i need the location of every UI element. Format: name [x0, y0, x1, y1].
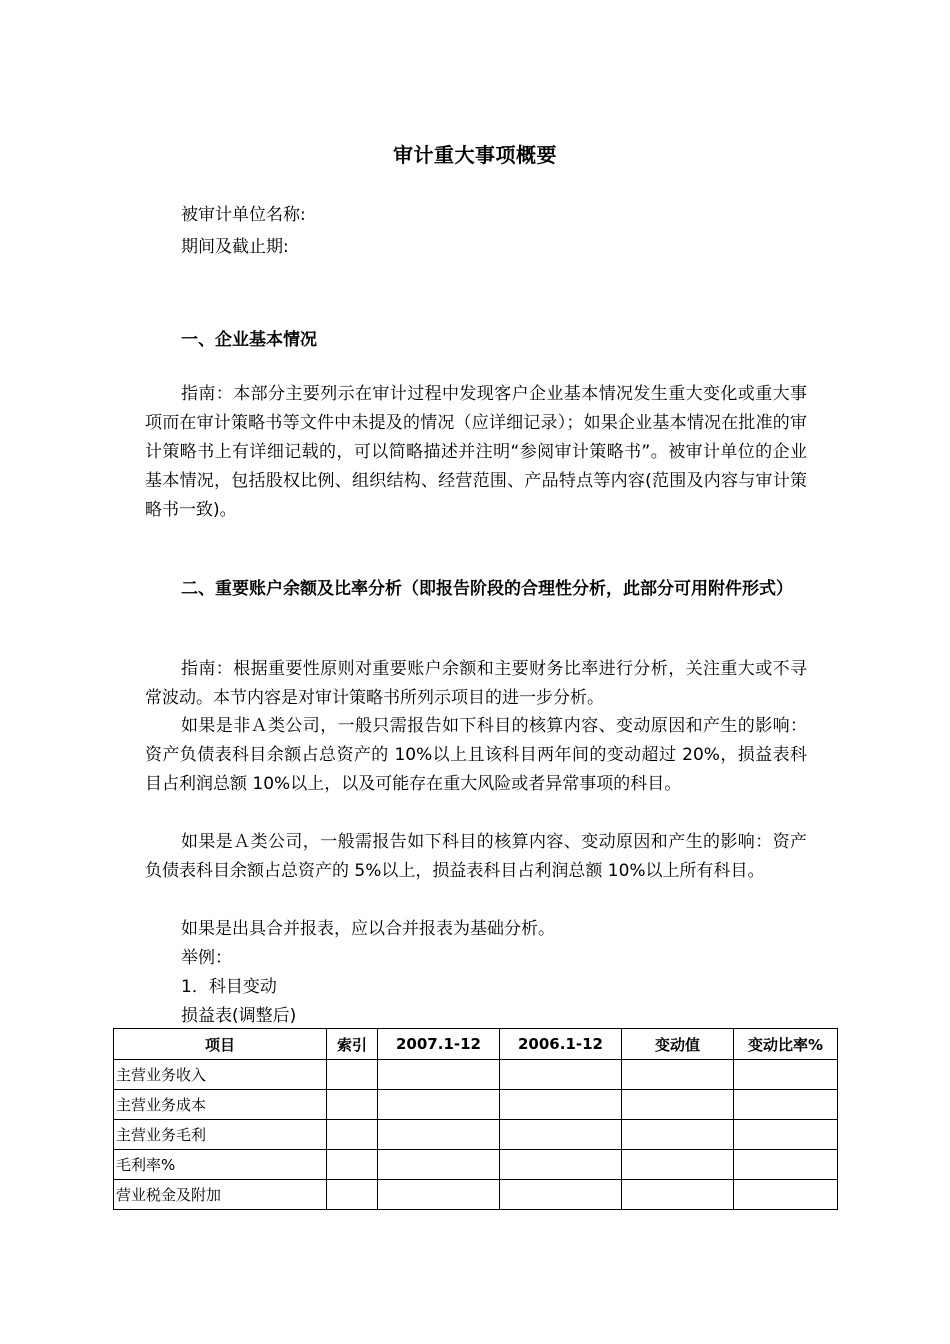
table-row: [114, 1060, 838, 1090]
table-cell: [622, 1090, 734, 1120]
table-cell: [500, 1150, 622, 1180]
row-label: 主营业务成本: [114, 1090, 327, 1120]
column-header-item: 项目: [114, 1029, 327, 1060]
table-header-row: [114, 1029, 838, 1060]
consolidated-paragraph: 如果是出具合并报表，应以合并报表为基础分析。: [181, 919, 555, 939]
table-caption: 损益表(调整后): [181, 1006, 297, 1026]
table-cell: [734, 1150, 838, 1180]
table-cell: [500, 1090, 622, 1120]
auditee-name-label: 被审计单位名称:: [181, 205, 306, 225]
a-company-paragraph: 如果是Ａ类公司，一般需报告如下科目的核算内容、变动原因和产生的影响：资产负债表科目余额占总资产的 5%以上，损益表科目占利润总额 10%以上所有科目。: [145, 832, 807, 881]
section2-heading: 二、重要账户余额及比率分析（即报告阶段的合理性分析，此部分可用附件形式）: [181, 579, 793, 599]
column-header-change-rate: 变动比率%: [734, 1029, 838, 1060]
non-a-company-paragraph: 如果是非Ａ类公司，一般只需报告如下科目的核算内容、变动原因和产生的影响：资产负债表科目余额占总资产的 10%以上且该科目两年间的变动超过 20%，损益表科目占利润总额 10%以上，以及可能存在重大风险或者异常事项的科目。: [145, 716, 807, 794]
example-label: 举例：: [181, 948, 232, 968]
period-label: 期间及截止期:: [181, 237, 289, 257]
column-header-2007: 2007.1-12: [378, 1029, 500, 1060]
column-header-change-value: 变动值: [622, 1029, 734, 1060]
table-cell: [500, 1120, 622, 1150]
table-cell: [327, 1180, 378, 1210]
table-cell: [734, 1060, 838, 1090]
column-header-index: 索引: [327, 1029, 378, 1060]
table-cell: [622, 1150, 734, 1180]
table-row: [114, 1090, 838, 1120]
table-cell: [622, 1180, 734, 1210]
row-label: 营业税金及附加: [114, 1180, 327, 1210]
table-cell: [378, 1090, 500, 1120]
table-cell: [378, 1120, 500, 1150]
table-cell: [734, 1090, 838, 1120]
table-row: [114, 1150, 838, 1180]
document-title: 审计重大事项概要: [393, 143, 557, 167]
table-cell: [734, 1120, 838, 1150]
table-cell: [622, 1120, 734, 1150]
section1-guide: 指南：本部分主要列示在审计过程中发现客户企业基本情况发生重大变化或重大事项而在审计策略书等文件中未提及的情况（应详细记录）；如果企业基本情况在批准的审计策略书上有详细记载的，可以简略描述并注明“参阅审计策略书”。被审计单位的企业基本情况，包括股权比例、组织结构、经营范围、产品特点等内容(范围及内容与审计策略书一致)。: [145, 384, 807, 520]
table-cell: [378, 1180, 500, 1210]
table-cell: [378, 1060, 500, 1090]
table-cell: [327, 1090, 378, 1120]
table-row: [114, 1180, 838, 1210]
income-statement-table: [113, 1028, 838, 1210]
table-cell: [500, 1180, 622, 1210]
table-row: [114, 1120, 838, 1150]
section1-heading: 一、企业基本情况: [181, 330, 317, 350]
table-cell: [327, 1150, 378, 1180]
item1-label: 1．科目变动: [181, 977, 277, 997]
row-label: 主营业务收入: [114, 1060, 327, 1090]
table-cell: [327, 1060, 378, 1090]
row-label: 毛利率%: [114, 1150, 327, 1180]
table-cell: [378, 1150, 500, 1180]
column-header-2006: 2006.1-12: [500, 1029, 622, 1060]
table-cell: [500, 1060, 622, 1090]
table-cell: [622, 1060, 734, 1090]
row-label: 主营业务毛利: [114, 1120, 327, 1150]
section2-guide: 指南：根据重要性原则对重要账户余额和主要财务比率进行分析，关注重大或不寻常波动。本节内容是对审计策略书所列示项目的进一步分析。: [145, 659, 807, 708]
table-cell: [327, 1120, 378, 1150]
table-cell: [734, 1180, 838, 1210]
